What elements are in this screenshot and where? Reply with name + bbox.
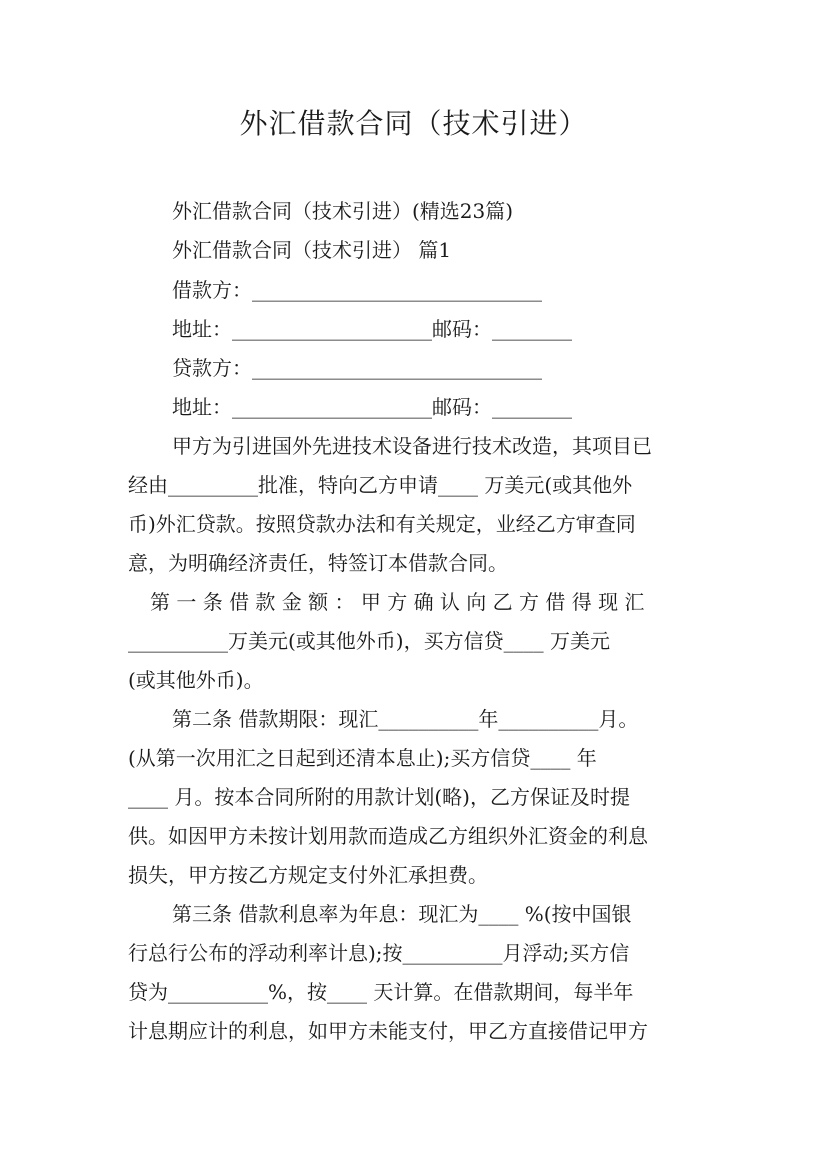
section-heading: 外汇借款合同（技术引进） 篇1	[172, 238, 452, 262]
article-two-line: 损失，甲方按乙方规定支付外汇承担费。	[128, 863, 488, 887]
paragraph-line: 甲方为引进国外先进技术设备进行技术改造，其项目已	[172, 434, 652, 458]
borrower-field: 借款方：_____________________________	[172, 278, 542, 302]
paragraph-line: 意，为明确经济责任，特签订本借款合同。	[128, 551, 508, 575]
article-two-line: (从第一次用汇之日起到还清本息止);买方信贷____ 年	[128, 746, 597, 770]
article-three-line: 贷为__________%，按____ 天计算。在借款期间，每半年	[128, 980, 634, 1004]
subtitle-selection: 外汇借款合同（技术引进）(精选23篇)	[172, 199, 514, 223]
article-three-line: 第三条 借款利息率为年息：现汇为____ %(按中国银	[172, 902, 632, 926]
article-two-line: ____ 月。按本合同所附的用款计划(略)，乙方保证及时提	[128, 785, 630, 809]
article-one-line: 第 一 条 借 款 金 额 ： 甲 方 确 认 向 乙 方 借 得 现 汇	[150, 590, 645, 614]
borrower-address-field: 地址：____________________邮码：________	[172, 317, 572, 341]
article-three-line: 行总行公布的浮动利率计息);按__________月浮动;买方信	[128, 941, 630, 965]
article-one-line: __________万美元(或其他外币)，买方信贷____ 万美元	[128, 629, 610, 653]
article-two-line: 第二条 借款期限：现汇__________年__________月。	[172, 707, 639, 731]
document-title: 外汇借款合同（技术引进）	[239, 107, 588, 140]
article-one-line: (或其他外币)。	[128, 668, 264, 692]
article-two-line: 供。如因甲方未按计划用款而造成乙方组织外汇资金的利息	[128, 824, 648, 848]
paragraph-line: 币)外汇贷款。按照贷款办法和有关规定，业经乙方审查同	[128, 512, 636, 536]
lender-address-field: 地址：____________________邮码：________	[172, 395, 572, 419]
paragraph-line: 经由_________批准，特向乙方申请____ 万美元(或其他外	[128, 473, 633, 497]
article-three-line: 计息期应计的利息，如甲方未能支付，甲乙方直接借记甲方	[128, 1019, 648, 1043]
lender-field: 贷款方：_____________________________	[172, 356, 542, 380]
